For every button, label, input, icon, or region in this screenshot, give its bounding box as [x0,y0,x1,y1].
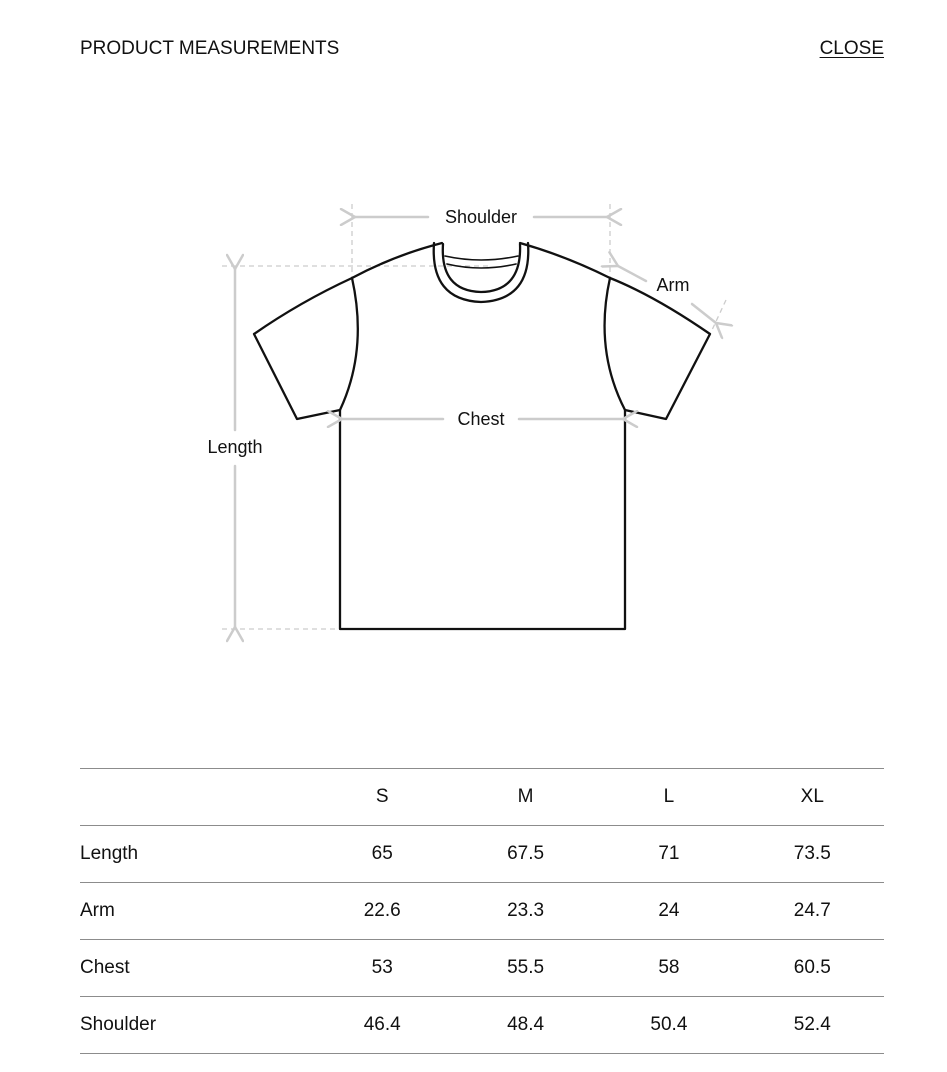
size-header-xl: XL [741,769,884,826]
arm-arrow-upper [618,266,646,281]
table-cell: 46.4 [311,997,454,1054]
table-cell: 71 [597,826,740,883]
length-label: Length [207,437,263,457]
table-corner-cell [80,769,311,826]
table-cell: 48.4 [454,997,597,1054]
size-header-l: L [597,769,740,826]
table-cell: 60.5 [741,940,884,997]
table-row [80,883,884,940]
table-cell: 22.6 [311,883,454,940]
table-row [80,826,884,883]
table-cell: 52.4 [741,997,884,1054]
tshirt-outline [254,243,710,629]
size-header-m: M [454,769,597,826]
shoulder-label: Shoulder [444,207,518,227]
row-label: Arm [80,883,311,940]
row-label: Length [80,826,311,883]
table-cell: 50.4 [597,997,740,1054]
table-cell: 67.5 [454,826,597,883]
table-cell: 53 [311,940,454,997]
size-header-s: S [311,769,454,826]
arm-arrow-lower [692,304,716,323]
table-cell: 23.3 [454,883,597,940]
table-row [80,997,884,1054]
close-button[interactable]: CLOSE [819,38,884,59]
chest-label: Chest [457,409,505,429]
table-cell: 24 [597,883,740,940]
table-row [80,940,884,997]
table-cell: 24.7 [741,883,884,940]
row-label: Shoulder [80,997,311,1054]
table-cell: 73.5 [741,826,884,883]
arm-label: Arm [656,275,690,295]
table-cell: 58 [597,940,740,997]
table-header-row [80,769,884,826]
table-cell: 55.5 [454,940,597,997]
row-label: Chest [80,940,311,997]
page-title: PRODUCT MEASUREMENTS [80,38,340,59]
table-cell: 65 [311,826,454,883]
measurements-table [80,768,884,1054]
